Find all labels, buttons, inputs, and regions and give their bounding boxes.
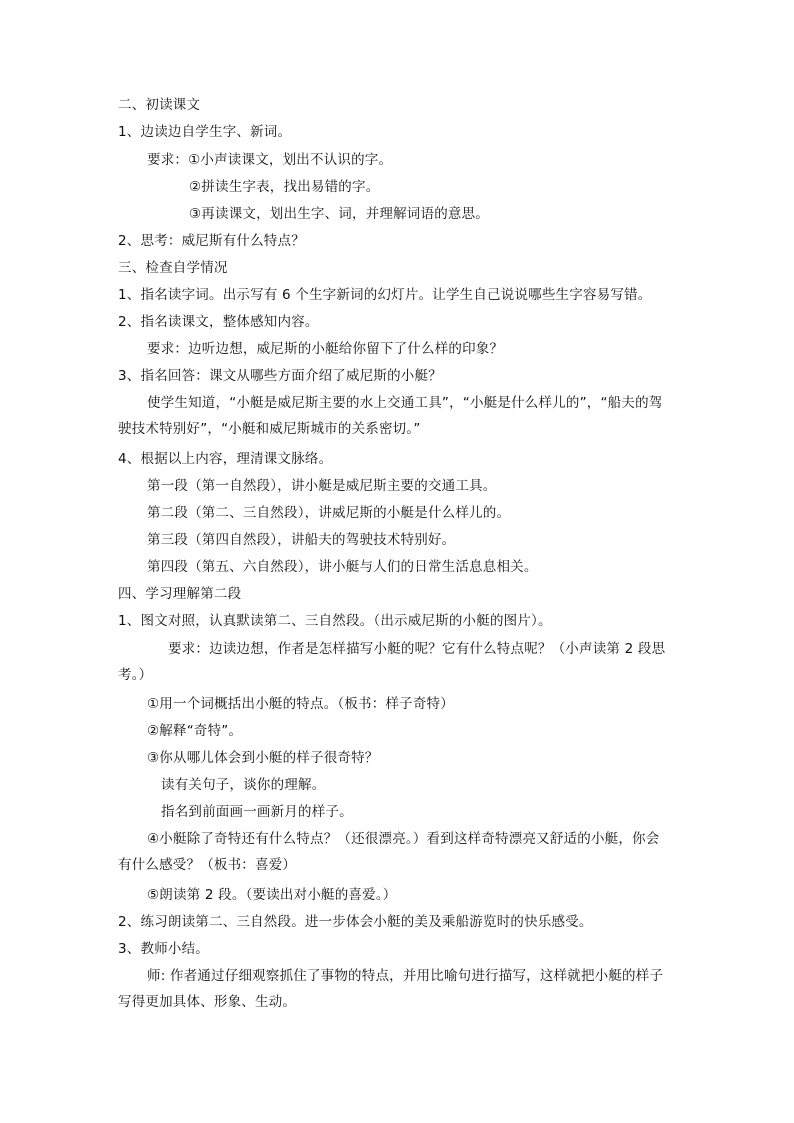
item-read-sentences: 读有关句子，谈你的理解。	[161, 777, 326, 793]
step-outline: 4、根据以上内容，理清课文脉络。	[118, 451, 333, 467]
step-teacher-summary: 3、教师小结。	[118, 941, 209, 957]
section-two: 第二段（第二、三自然段），讲威尼斯的小艇是什么样儿的。	[147, 505, 511, 521]
item-where: ③你从哪儿体会到小艇的样子很奇特？	[147, 750, 379, 766]
step-practice-reading: 2、练习朗读第二、三自然段。进一步体会小艇的美及乘船游览时的快乐感受。	[118, 914, 593, 930]
step-compare-images: 1、图文对照，认真默读第二、三自然段。（出示威尼斯的小艇的图片）。	[118, 613, 552, 629]
requirement-item-3: ③再读课文，划出生字、词，并理解词语的意思。	[189, 206, 490, 222]
requirement-read-think: 要求：边读边想，作者是怎样描写小艇的呢？它有什么特点呢？（小声读第 2 段思考。）	[118, 641, 666, 683]
step-answer: 3、指名回答：课文从哪些方面介绍了威尼斯的小艇？	[118, 368, 442, 384]
step-read-text: 2、指名读课文，整体感知内容。	[118, 314, 319, 330]
step-read-words: 1、指名读字词。出示写有 6 个生字新词的幻灯片。让学生自己说说哪些生字容易写错。	[118, 287, 652, 303]
paragraph-students-know: 使学生知道，“小艇是威尼斯主要的水上交通工具”，“小艇是什么样儿的”，“船夫的驾驶技术特别好”，“小艇和威尼斯城市的关系密切。”	[118, 395, 663, 437]
requirement-item-2: ②拼读生字表，找出易错的字。	[189, 179, 380, 195]
heading-check-self-study: 三、检查自学情况	[118, 260, 228, 276]
teacher-summary-text: 师: 作者通过仔细观察抓住了事物的特点，并用比喻句进行描写，这样就把小艇的样子写得更加具体、形象、生动。	[118, 968, 664, 1010]
requirement-listen: 要求：边听边想，威尼斯的小艇给你留下了什么样的印象？	[147, 341, 504, 357]
requirement-line: 要求：①小声读课文，划出不认识的字。	[147, 152, 393, 168]
item-read-aloud: ⑤朗读第 2 段。（要读出对小艇的喜爱。）	[147, 887, 397, 903]
section-three: 第三段（第四自然段），讲船夫的驾驶技术特别好。	[147, 532, 456, 548]
item-draw-moon: 指名到前面画一画新月的样子。	[161, 804, 353, 820]
item-summarize: ①用一个词概括出小艇的特点。（板书：样子奇特）	[147, 696, 454, 712]
step-think: 2、思考：威尼斯有什么特点？	[118, 233, 305, 249]
heading-first-reading: 二、初读课文	[118, 97, 201, 113]
step-self-study: 1、边读边自学生字、新词。	[118, 124, 292, 140]
section-one: 第一段（第一自然段），讲小艇是威尼斯主要的交通工具。	[147, 478, 497, 494]
section-four: 第四段（第五、六自然段），讲小艇与人们的日常生活息息相关。	[147, 559, 538, 575]
item-other-features: ④小艇除了奇特还有什么特点？（还很漂亮。）看到这样奇特漂亮又舒适的小艇，你会有什么感受？（板书：喜爱）	[118, 831, 660, 873]
heading-study-section-two: 四、学习理解第二段	[118, 586, 242, 602]
item-explain: ②解释“奇特”。	[147, 723, 243, 739]
